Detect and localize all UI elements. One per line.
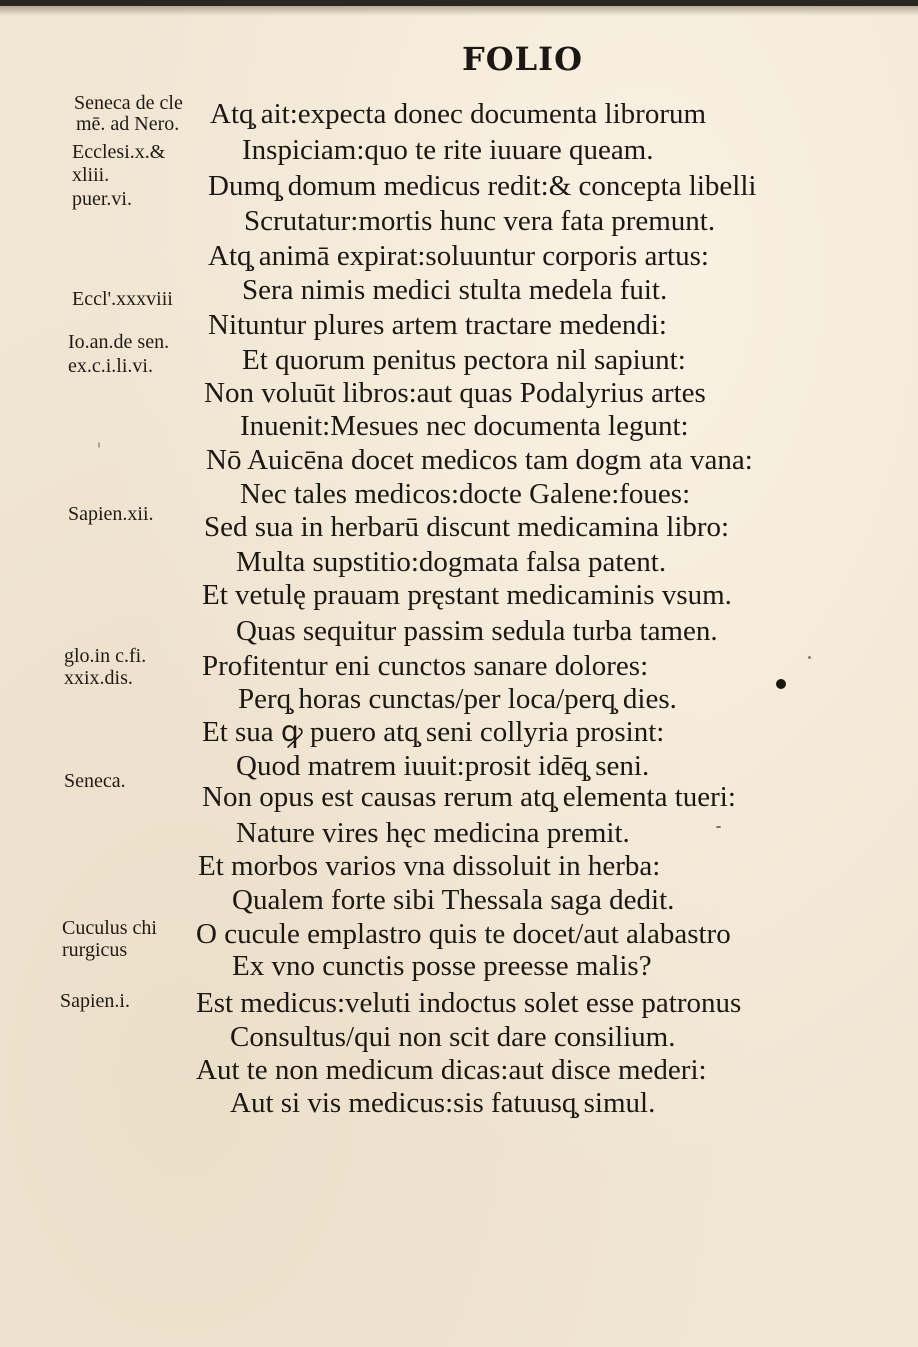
ink-speck: [716, 826, 721, 828]
ink-speck: [808, 656, 811, 659]
gloss-ad-neronem: mē. ad Nero.: [76, 113, 180, 135]
verse-line: Nō Auicēna docet medicos tam dogm ata vana:: [206, 444, 753, 476]
verse-line: Consultus/qui non scit dare consilium.: [230, 1021, 676, 1053]
verse-line: Quas sequitur passim sedula turba tamen.: [236, 615, 718, 647]
verse-line: Non voluūt libros:aut quas Podalyrius artes: [204, 377, 706, 409]
verse-line: Sed sua in herbarū discunt medicamina libro:: [204, 511, 730, 543]
ink-speck: [776, 679, 786, 689]
verse-line: Dumq̧ domum medicus redit:& concepta libelli: [208, 170, 757, 202]
verse-line: Nituntur plures artem tractare medendi:: [208, 309, 667, 341]
gloss-seneca: Seneca.: [64, 770, 126, 792]
gloss-sapien-i: Sapien.i.: [60, 990, 130, 1012]
verse-line: Nature vires hęc medicina premit.: [236, 817, 630, 849]
gloss-ecclesiasticus-x: Ecclesi.x.&: [72, 141, 166, 163]
verse-line: Et sua ꝙ puero atq̧ seni collyria prosint:: [202, 716, 665, 748]
verse-line: Aut te non medicum dicas:aut disce mederi:: [196, 1054, 707, 1086]
verse-line: O cucule emplastro quis te docet/aut alabastro: [196, 918, 731, 950]
gloss-rurgicus: rurgicus: [62, 939, 128, 961]
gloss-eccl-xxxviii: Eccl'.xxxviii: [72, 288, 173, 310]
verse-line: Atq̧ animā expirat:soluuntur corporis artus:: [208, 240, 709, 272]
gloss-xxix-dis: xxix.dis.: [64, 667, 133, 689]
verse-line: Et quorum penitus pectora nil sapiunt:: [242, 344, 686, 376]
gloss-xliii: xliii.: [72, 164, 110, 186]
verse-line: Est medicus:veluti indoctus solet esse patronus: [196, 987, 742, 1019]
verse-line: Ex vno cunctis posse preesse malis?: [232, 950, 652, 982]
verse-line: Qualem forte sibi Thessala saga dedit.: [232, 884, 675, 916]
verse-line: Et vetulę prauam pręstant medicaminis vsum.: [202, 579, 732, 611]
verse-line: Scrutatur:mortis hunc vera fata premunt.: [244, 205, 716, 237]
ink-speck: [98, 442, 100, 448]
gloss-sapien-xii: Sapien.xii.: [68, 503, 154, 525]
gloss-io-an-de-sen: Io.an.de sen.: [68, 331, 170, 353]
gloss-glo-in-c-fi: glo.in c.fi.: [64, 645, 147, 667]
verse-line: Nec tales medicos:docte Galene:foues:: [240, 478, 691, 510]
verse-line: Aut si vis medicus:sis fatuusq̧ simul.: [230, 1087, 656, 1119]
page-edge-shadow: [0, 6, 918, 16]
verse-line: Atq̧ ait:expecta donec documenta librorum: [210, 98, 707, 130]
verse-line: Non opus est causas rerum atq̧ elementa tueri:: [202, 781, 736, 813]
verse-line: Inspiciam:quo te rite iuuare queam.: [242, 134, 654, 166]
verse-line: Perq̧ horas cunctas/per loca/perq̧ dies.: [238, 683, 677, 715]
verse-line: Profitentur eni cunctos sanare dolores:: [202, 650, 649, 682]
gloss-ex-c-i-li-vi: ex.c.i.li.vi.: [68, 355, 153, 377]
gloss-cuculus-chi: Cuculus chi: [62, 917, 157, 939]
book-page: [0, 6, 918, 1347]
verse-line: Et morbos varios vna dissoluit in herba:: [198, 850, 661, 882]
gloss-puer-vi: puer.vi.: [72, 188, 132, 210]
folio-header: FOLIO: [462, 40, 583, 78]
verse-line: Multa supstitio:dogmata falsa patent.: [236, 546, 667, 578]
verse-line: Inuenit:Mesues nec documenta legunt:: [240, 410, 689, 442]
verse-line: Sera nimis medici stulta medela fuit.: [242, 274, 668, 306]
verse-line: Quod matrem iuuit:prosit idēq̧ seni.: [236, 750, 650, 782]
gloss-seneca-de-clementia: Seneca de cle: [74, 92, 183, 114]
